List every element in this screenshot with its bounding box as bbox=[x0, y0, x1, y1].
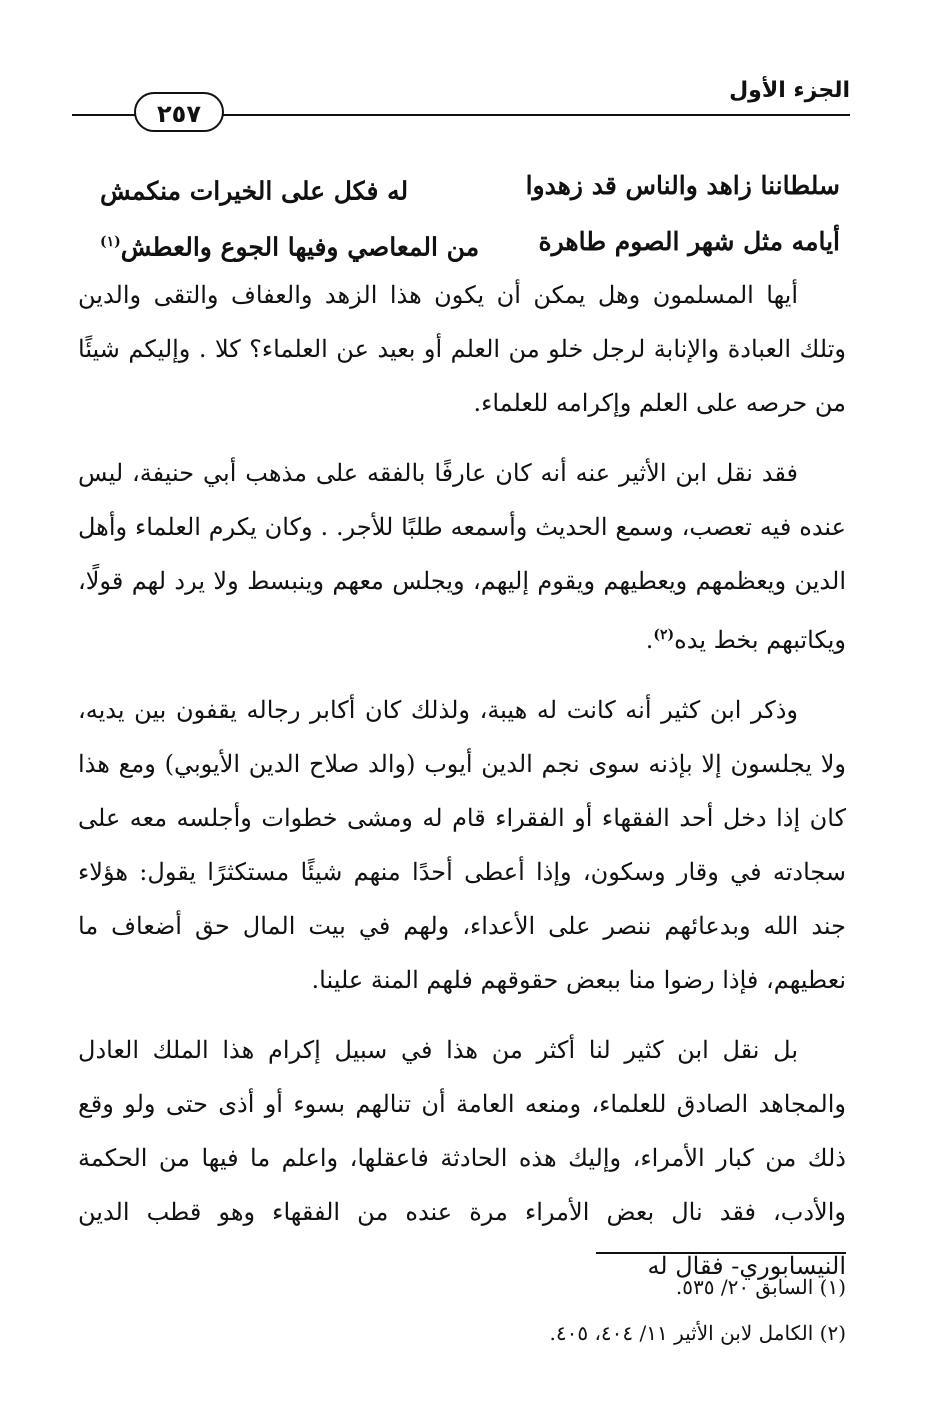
verse-right-hemistich: سلطاننا زاهد والناس قد زهدوا bbox=[525, 171, 840, 200]
paragraph: بل نقل ابن كثير لنا أكثر من هذا في سبيل إكرام هذا الملك العادل والمجاهد الصادق للعلماء، ومنعه العامة أن تنالهم بسوء أو أذى حتى ولو وقع ذلك من كبار الأمراء، وإليك هذه الحادثة فاعقلها، واعلم ما فيها من الحكمة والأدب، فقد نال بعض الأمراء مرة عنده من الفقهاء وهو قطب الدين النيسابوري- فقال له bbox=[78, 1036, 846, 1280]
footnote: (٢) الكامل لابن الأثير ١١/ ٤٠٤، ٤٠٥. bbox=[549, 1321, 846, 1345]
paragraph: فقد نقل ابن الأثير عنه أنه كان عارفًا بالفقه على مذهب أبي حنيفة، ليس عنده فيه تعصب، وسمع الحديث وأسمعه طلبًا للأجر. . وكان يكرم العلماء وأهل الدين ويعظمهم ويعطيهم ويقوم إليهم، ويجلس معهم وينبسط ولا يرد لهم قولًا، ويكاتبهم بخط يده$^{(٢)}$. bbox=[78, 459, 846, 654]
footnote: (١) السابق ٢٠/ ٥٣٥. bbox=[675, 1275, 846, 1299]
verse-left-hemistich: له فكل على الخيرات منكمش bbox=[100, 176, 409, 206]
page-header bbox=[72, 74, 850, 134]
verse-line bbox=[100, 214, 840, 270]
verse-line bbox=[100, 158, 840, 214]
paragraph: وذكر ابن كثير أنه كانت له هيبة، ولذلك كان أكابر رجاله يقفون بين يديه، ولا يجلسون إلا بإذنه سوى نجم الدين أيوب (والد صلاح الدين الأيوبي) ومع هذا كان إذا دخل أحد الفقهاء أو الفقراء قام له ومشى خطوات وأجلسه معه على سجادته في وقار وسكون، وإذا أعطى أحدًا منهم شيئًا مستكثرًا يقول: هؤلاء جند الله وبدعائهم ننصر على الأعداء، ولهم في بيت المال حق أضعاف ما نعطيهم، فإذا رضوا منا ببعض حقوقهم فلهم المنة علينا. bbox=[78, 696, 847, 994]
verse-right-hemistich: أيامه مثل شهر الصوم طاهرة bbox=[538, 227, 840, 256]
paragraph: أيها المسلمون وهل يمكن أن يكون هذا الزهد والعفاف والتقى والدين وتلك العبادة والإنابة لرجل خلو من العلم أو بعيد عن العلماء؟ كلا . وإليكم شيئًا من حرصه على العلم وإكرامه للعلماء. bbox=[78, 281, 846, 417]
part-label: الجزء الأول bbox=[729, 78, 850, 103]
page-number-badge: ٢٥٧ bbox=[134, 92, 224, 132]
footnotes bbox=[146, 1264, 846, 1356]
footnote-divider bbox=[596, 1252, 846, 1254]
verse-left-hemistich: من المعاصي وفيها الجوع والعطش$^{(١)}$ bbox=[100, 232, 480, 262]
poem-verses bbox=[100, 158, 840, 270]
footnote-ref: (٢) bbox=[653, 627, 675, 643]
footnote-ref: (١) bbox=[100, 234, 121, 250]
body-text bbox=[78, 268, 846, 1309]
